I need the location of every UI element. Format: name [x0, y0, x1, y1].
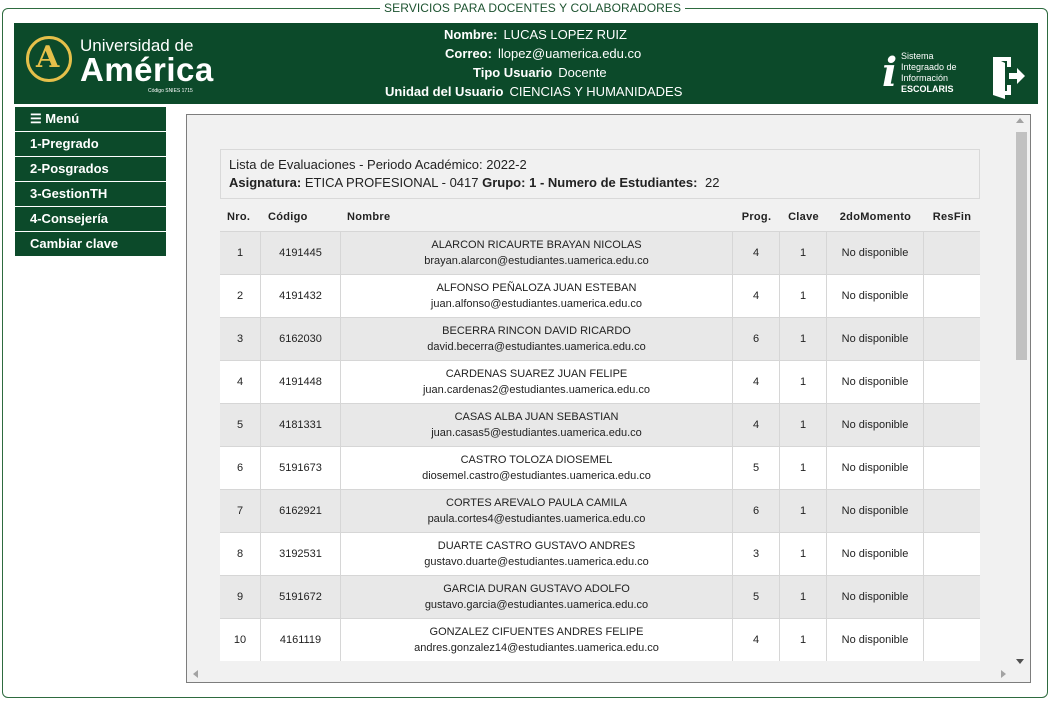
table-row [220, 274, 980, 317]
cell-resfin [924, 490, 980, 532]
scroll-up-icon[interactable] [1016, 118, 1024, 123]
content-area [187, 115, 1012, 667]
table-row [220, 532, 980, 575]
university-logo[interactable] [24, 33, 214, 97]
cell-codigo: 4191432 [261, 275, 341, 317]
cell-resfin [924, 447, 980, 489]
grupo-value: 1 [529, 175, 537, 190]
menu-item-consejeria[interactable]: 4-Consejería [15, 207, 166, 231]
grupo-label: Grupo: [482, 175, 526, 190]
cell-nombre [341, 232, 733, 274]
cell-prog: 6 [733, 318, 780, 360]
logo-line2: América [80, 51, 214, 88]
scroll-thumb[interactable] [1016, 132, 1027, 360]
student-name: CARDENAS SUAREZ JUAN FELIPE [445, 368, 628, 380]
cell-clave: 1 [780, 232, 827, 274]
cell-prog: 4 [733, 619, 780, 661]
user-info [364, 25, 684, 101]
evaluation-info [220, 149, 980, 199]
cell-codigo: 4191445 [261, 232, 341, 274]
header [14, 23, 1038, 104]
table-header [220, 203, 980, 231]
cell-2domomento: No disponible [827, 232, 924, 274]
cell-clave: 1 [780, 619, 827, 661]
cell-nombre [341, 619, 733, 661]
student-email: brayan.alarcon@estudiantes.uamerica.edu.co [424, 255, 649, 267]
student-email: gustavo.duarte@estudiantes.uamerica.edu.co [424, 556, 649, 568]
cell-prog: 5 [733, 447, 780, 489]
table-row [220, 446, 980, 489]
cell-clave: 1 [780, 490, 827, 532]
cell-nro: 4 [220, 361, 261, 403]
menu-toggle[interactable]: ☰ Menú [15, 107, 166, 131]
nombre-value: LUCAS LOPEZ RUIZ [503, 27, 627, 42]
scroll-right-icon[interactable] [1001, 670, 1006, 678]
cell-codigo: 6162030 [261, 318, 341, 360]
student-name: ALFONSO PEÑALOZA JUAN ESTEBAN [436, 282, 637, 294]
header-codigo: Código [268, 211, 308, 223]
cell-2domomento: No disponible [827, 619, 924, 661]
header-2domomento: 2doMomento [839, 211, 912, 223]
cell-nro: 7 [220, 490, 261, 532]
cell-nro: 2 [220, 275, 261, 317]
cell-prog: 5 [733, 576, 780, 618]
cell-clave: 1 [780, 404, 827, 446]
table-row [220, 489, 980, 532]
escolaris-logo [882, 51, 962, 101]
cell-2domomento: No disponible [827, 576, 924, 618]
cell-2domomento: No disponible [827, 533, 924, 575]
asignatura-value: ETICA PROFESIONAL - 0417 [304, 175, 479, 190]
cell-prog: 4 [733, 232, 780, 274]
cell-nro: 9 [220, 576, 261, 618]
cell-clave: 1 [780, 275, 827, 317]
student-email: juan.alfonso@estudiantes.uamerica.edu.co [430, 298, 643, 310]
cell-2domomento: No disponible [827, 447, 924, 489]
cell-prog: 4 [733, 361, 780, 403]
table-row [220, 317, 980, 360]
page-legend: SERVICIOS PARA DOCENTES Y COLABORADORES [380, 0, 685, 16]
system-line1: Sistema [901, 51, 934, 61]
table-row [220, 575, 980, 618]
info-i-icon: i [882, 49, 898, 96]
cell-nombre [341, 447, 733, 489]
cell-2domomento: No disponible [827, 318, 924, 360]
student-email: gustavo.garcia@estudiantes.uamerica.edu.co [424, 599, 649, 611]
student-name: BECERRA RINCON DAVID RICARDO [442, 325, 631, 337]
cell-prog: 6 [733, 490, 780, 532]
logo-small: Código SNIES 1715 [148, 88, 193, 94]
tipo-label: Tipo Usuario [473, 65, 553, 80]
cell-nombre [341, 275, 733, 317]
header-prog: Prog. [741, 211, 772, 223]
cell-resfin [924, 404, 980, 446]
cell-nombre [341, 576, 733, 618]
cell-2domomento: No disponible [827, 275, 924, 317]
correo-label: Correo: [445, 46, 492, 61]
student-name: CASAS ALBA JUAN SEBASTIAN [454, 411, 619, 423]
cell-clave: 1 [780, 533, 827, 575]
cell-nombre [341, 490, 733, 532]
student-name: GARCIA DURAN GUSTAVO ADOLFO [443, 583, 630, 595]
menu-item-pregrado[interactable]: 1-Pregrado [15, 132, 166, 156]
cell-resfin [924, 232, 980, 274]
cell-nro: 8 [220, 533, 261, 575]
cell-resfin [924, 619, 980, 661]
correo-value: llopez@uamerica.edu.co [497, 46, 642, 61]
cell-resfin [924, 275, 980, 317]
table-row [220, 618, 980, 661]
cell-2domomento: No disponible [827, 404, 924, 446]
cell-nombre [341, 361, 733, 403]
student-email: juan.cardenas2@estudiantes.uamerica.edu.co [422, 384, 651, 396]
cell-2domomento: No disponible [827, 361, 924, 403]
cell-nombre [341, 318, 733, 360]
cell-prog: 4 [733, 275, 780, 317]
header-nombre: Nombre [347, 211, 391, 223]
cell-resfin [924, 361, 980, 403]
scroll-down-icon[interactable] [1016, 659, 1024, 664]
cell-prog: 3 [733, 533, 780, 575]
students-table [220, 203, 980, 661]
cell-nro: 3 [220, 318, 261, 360]
system-line2: Integraado de [901, 62, 957, 72]
cell-clave: 1 [780, 318, 827, 360]
student-email: diosemel.castro@estudiantes.uamerica.edu.co [422, 470, 651, 482]
cell-nombre [341, 533, 733, 575]
menu-item-cambiar-clave[interactable]: Cambiar clave [15, 232, 166, 256]
cell-codigo: 4181331 [261, 404, 341, 446]
student-name: CASTRO TOLOZA DIOSEMEL [460, 454, 613, 466]
unidad-label: Unidad del Usuario [385, 84, 504, 99]
cell-codigo: 5191673 [261, 447, 341, 489]
student-name: GONZALEZ CIFUENTES ANDRES FELIPE [429, 626, 644, 638]
system-line3: Información [901, 73, 949, 83]
cell-nro: 6 [220, 447, 261, 489]
table-row [220, 231, 980, 274]
logo-line1: Universidad de [80, 36, 194, 55]
cell-codigo: 6162921 [261, 490, 341, 532]
cell-resfin [924, 576, 980, 618]
cell-codigo: 3192531 [261, 533, 341, 575]
num-label: - Numero de Estudiantes: [539, 175, 698, 190]
student-email: paula.cortes4@estudiantes.uamerica.edu.co [427, 513, 646, 525]
cell-resfin [924, 318, 980, 360]
cell-codigo: 4191448 [261, 361, 341, 403]
unidad-value: CIENCIAS Y HUMANIDADES [509, 84, 683, 99]
vertical-scrollbar[interactable] [1011, 115, 1030, 667]
logo-a-mark: A [36, 40, 60, 75]
student-email: juan.casas5@estudiantes.uamerica.edu.co [431, 427, 642, 439]
cell-resfin [924, 533, 980, 575]
side-menu [15, 107, 166, 257]
cell-nro: 10 [220, 619, 261, 661]
header-nro: Nro. [227, 211, 251, 223]
menu-item-posgrados[interactable]: 2-Posgrados [15, 157, 166, 181]
cell-clave: 1 [780, 576, 827, 618]
evaluation-title: Lista de Evaluaciones - Periodo Académico: 2022-2 [229, 157, 527, 172]
header-resfin: ResFin [932, 211, 972, 223]
cell-nro: 5 [220, 404, 261, 446]
tipo-value: Docente [558, 65, 607, 80]
header-clave: Clave [788, 211, 819, 223]
logout-icon[interactable] [989, 53, 1027, 99]
horizontal-scrollbar[interactable] [187, 666, 1012, 682]
student-email: andres.gonzalez14@estudiantes.uamerica.edu.co [414, 642, 659, 654]
course-info [229, 174, 971, 192]
student-name: CORTES AREVALO PAULA CAMILA [446, 497, 627, 509]
menu-item-gestionth[interactable]: 3-GestionTH [15, 182, 166, 206]
cell-nombre [341, 404, 733, 446]
system-line4: ESCOLARIS [901, 84, 954, 94]
table-row [220, 403, 980, 446]
student-email: david.becerra@estudiantes.uamerica.edu.co [427, 341, 646, 353]
cell-prog: 4 [733, 404, 780, 446]
student-name: ALARCON RICAURTE BRAYAN NICOLAS [431, 239, 642, 251]
scroll-left-icon[interactable] [193, 670, 198, 678]
cell-codigo: 4161119 [261, 619, 341, 661]
asignatura-label: Asignatura: [229, 175, 302, 190]
cell-2domomento: No disponible [827, 490, 924, 532]
table-body [220, 231, 980, 661]
nombre-label: Nombre: [444, 27, 498, 42]
cell-nro: 1 [220, 232, 261, 274]
cell-clave: 1 [780, 447, 827, 489]
main-panel [186, 114, 1031, 683]
table-row [220, 360, 980, 403]
cell-codigo: 5191672 [261, 576, 341, 618]
num-value: 22 [705, 175, 720, 190]
cell-clave: 1 [780, 361, 827, 403]
student-name: DUARTE CASTRO GUSTAVO ANDRES [437, 540, 636, 552]
